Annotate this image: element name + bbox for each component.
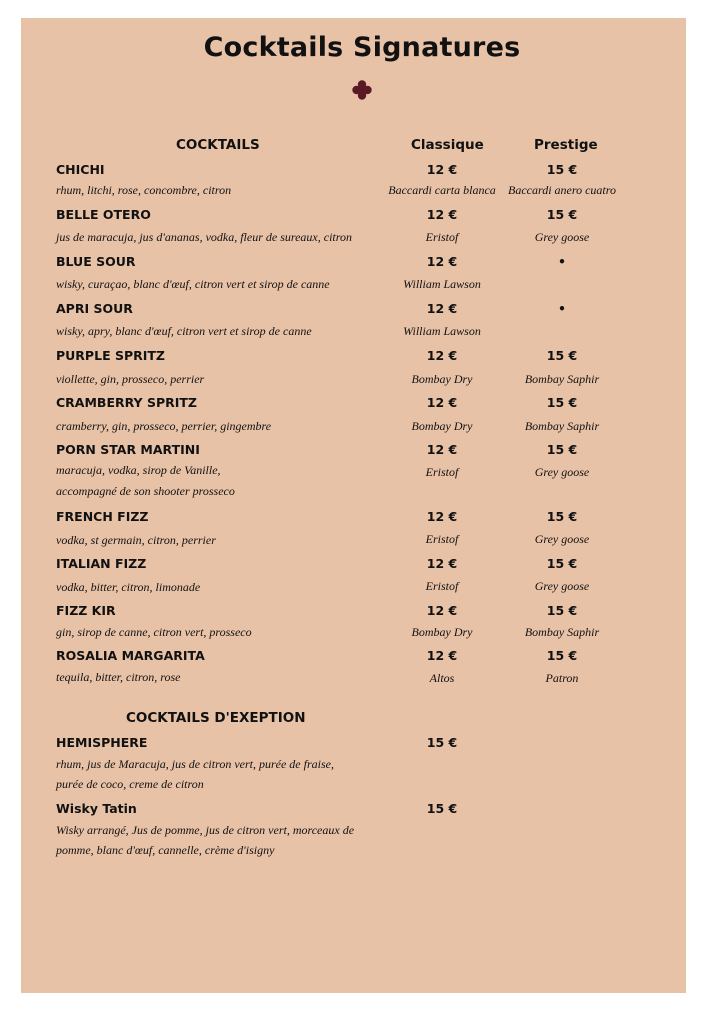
- cocktail-ingredients: accompagné de son shooter prosseco: [56, 484, 235, 498]
- classique-brand: Eristof: [425, 465, 459, 479]
- prestige-price: •: [558, 301, 566, 316]
- prestige-price: 15 €: [546, 162, 578, 177]
- classique-price: 12 €: [426, 509, 458, 524]
- classique-brand: William Lawson: [403, 324, 481, 338]
- cocktail-ingredients: Wisky arrangé, Jus de pomme, jus de citron vert, morceaux de: [56, 823, 355, 837]
- prestige-price: 15 €: [546, 509, 578, 524]
- cocktail-ingredients: pomme, blanc d'œuf, cannelle, crème d'isigny: [56, 843, 275, 857]
- cocktail-name: HEMISPHERE: [56, 735, 148, 750]
- classique-brand: William Lawson: [403, 277, 481, 291]
- classique-brand: Eristof: [425, 579, 459, 593]
- cocktail-name: ITALIAN FIZZ: [56, 556, 147, 571]
- cocktail-ingredients: tequila, bitter, citron, rose: [56, 670, 181, 684]
- cocktail-name: BELLE OTERO: [56, 207, 151, 222]
- cocktail-ingredients: purée de coco, creme de citron: [56, 777, 204, 791]
- column-header-classique: Classique: [411, 137, 484, 153]
- classique-price: 12 €: [426, 556, 458, 571]
- classique-price: 12 €: [426, 162, 458, 177]
- cocktail-ingredients: gin, sirop de canne, citron vert, prosseco: [56, 625, 252, 639]
- prestige-price: 15 €: [546, 556, 578, 571]
- exception-price: 15 €: [426, 735, 458, 750]
- prestige-brand: Bombay Saphir: [524, 419, 600, 433]
- cocktail-name: BLUE SOUR: [56, 254, 136, 269]
- cocktail-name: FRENCH FIZZ: [56, 509, 149, 524]
- classique-brand: Bombay Dry: [411, 625, 473, 639]
- prestige-brand: Baccardi anero cuatro: [508, 183, 616, 197]
- prestige-price: 15 €: [546, 348, 578, 363]
- classique-brand: Eristof: [425, 230, 459, 244]
- cocktail-name: PORN STAR MARTINI: [56, 442, 200, 457]
- classique-brand: Bombay Dry: [411, 372, 473, 386]
- prestige-price: 15 €: [546, 442, 578, 457]
- cocktail-ingredients: cramberry, gin, prosseco, perrier, gingembre: [56, 419, 272, 433]
- prestige-price: 15 €: [546, 648, 578, 663]
- cocktail-ingredients: wisky, apry, blanc d'œuf, citron vert et sirop de canne: [56, 324, 312, 338]
- cocktail-ingredients: rhum, jus de Maracuja, jus de citron vert, purée de fraise,: [56, 757, 334, 771]
- cocktail-ingredients: viollette, gin, prosseco, perrier: [56, 372, 205, 386]
- classique-price: 12 €: [426, 648, 458, 663]
- classique-price: 12 €: [426, 603, 458, 618]
- prestige-brand: Bombay Saphir: [524, 625, 600, 639]
- prestige-brand: Grey goose: [534, 579, 590, 593]
- prestige-price: •: [558, 254, 566, 269]
- prestige-brand: Patron: [545, 671, 579, 685]
- cocktail-ingredients: maracuja, vodka, sirop de Vanille,: [56, 463, 221, 477]
- cocktail-name: CHICHI: [56, 162, 105, 177]
- cocktail-name: APRI SOUR: [56, 301, 133, 316]
- section-header-exceptions: COCKTAILS D'EXEPTION: [126, 710, 306, 726]
- prestige-brand: Grey goose: [534, 532, 590, 546]
- cocktail-ingredients: rhum, litchi, rose, concombre, citron: [56, 183, 232, 197]
- cocktail-ingredients: wisky, curaçao, blanc d'œuf, citron vert et sirop de canne: [56, 277, 330, 291]
- cocktail-name: FIZZ KIR: [56, 603, 116, 618]
- classique-brand: Altos: [429, 671, 455, 685]
- cocktail-ingredients: vodka, st germain, citron, perrier: [56, 533, 216, 547]
- section-header-cocktails: COCKTAILS: [176, 137, 260, 153]
- page-title: Cocktails Signatures: [203, 32, 521, 63]
- classique-price: 12 €: [426, 301, 458, 316]
- clover-icon: [350, 78, 374, 102]
- classique-brand: Eristof: [425, 532, 459, 546]
- classique-price: 12 €: [426, 254, 458, 269]
- column-header-prestige: Prestige: [534, 137, 598, 153]
- classique-brand: Baccardi carta blanca: [388, 183, 496, 197]
- cocktail-name: Wisky Tatin: [56, 801, 137, 816]
- classique-brand: Bombay Dry: [411, 419, 473, 433]
- cocktail-ingredients: vodka, bitter, citron, limonade: [56, 580, 201, 594]
- classique-price: 12 €: [426, 442, 458, 457]
- prestige-price: 15 €: [546, 603, 578, 618]
- classique-price: 12 €: [426, 395, 458, 410]
- classique-price: 12 €: [426, 207, 458, 222]
- cocktail-name: ROSALIA MARGARITA: [56, 648, 205, 663]
- prestige-price: 15 €: [546, 207, 578, 222]
- prestige-brand: Bombay Saphir: [524, 372, 600, 386]
- classique-price: 12 €: [426, 348, 458, 363]
- prestige-brand: Grey goose: [534, 230, 590, 244]
- cocktail-name: CRAMBERRY SPRITZ: [56, 395, 197, 410]
- prestige-price: 15 €: [546, 395, 578, 410]
- exception-price: 15 €: [426, 801, 458, 816]
- prestige-brand: Grey goose: [534, 465, 590, 479]
- cocktail-name: PURPLE SPRITZ: [56, 348, 165, 363]
- cocktail-ingredients: jus de maracuja, jus d'ananas, vodka, fleur de sureaux, citron: [56, 230, 352, 244]
